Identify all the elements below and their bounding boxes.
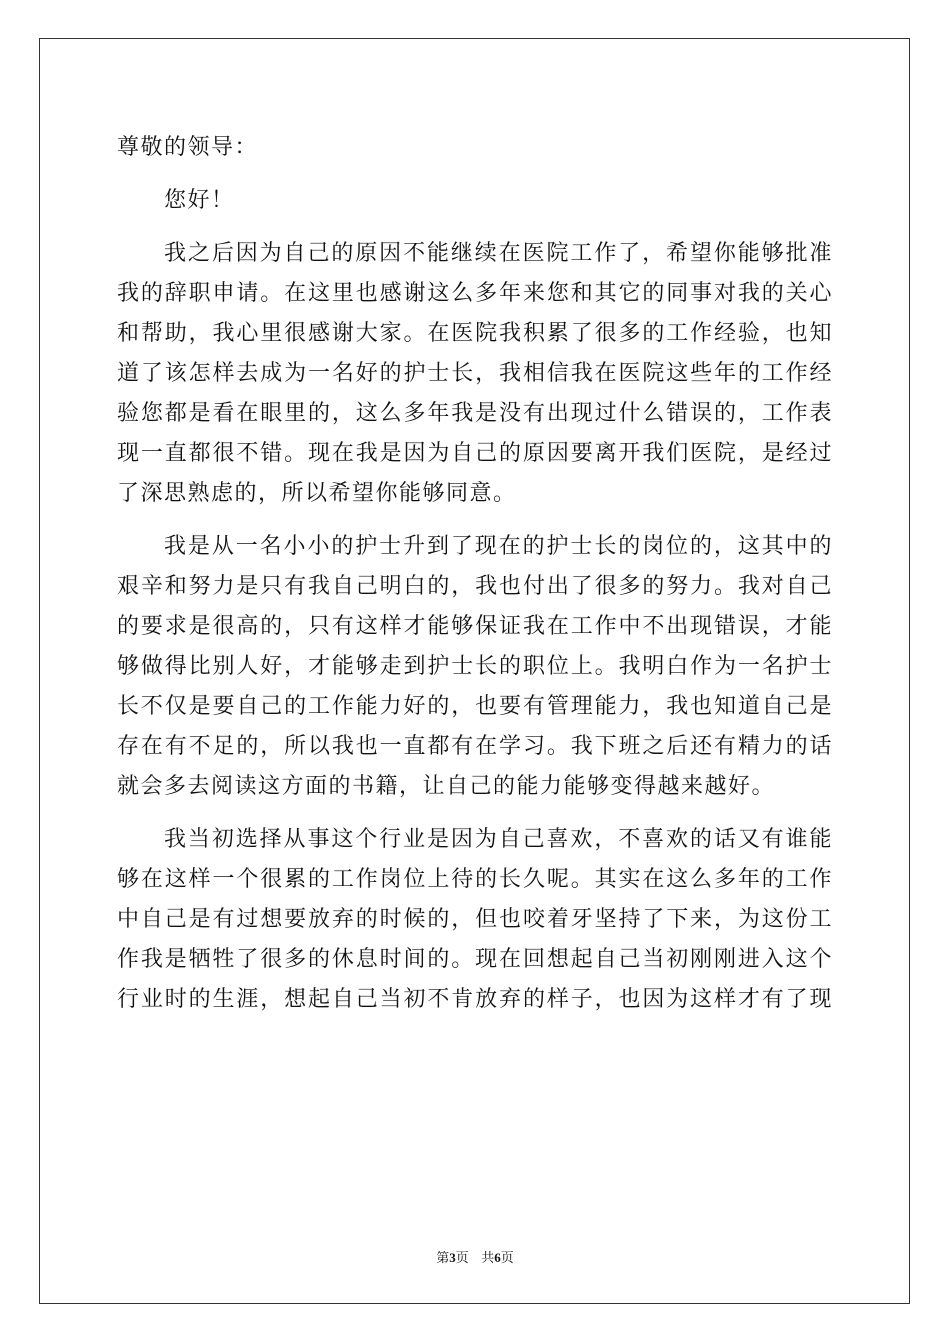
paragraph-line: 够在这样一个很累的工作岗位上待的长久呢。其实在这么多年的工作 xyxy=(117,867,833,892)
paragraph-line: 艰辛和努力是只有我自己明白的，我也付出了很多的努力。我对自己 xyxy=(117,574,833,599)
paragraph-line: 了深思熟虑的，所以希望你能够同意。 xyxy=(117,481,517,506)
paragraph-line: 我的辞职申请。在这里也感谢这么多年来您和其它的同事对我的关心 xyxy=(117,281,833,306)
paragraph-line: 我是从一名小小的护士升到了现在的护士长的岗位的，这其中的 xyxy=(164,534,833,559)
paragraph-line: 长不仅是要自己的工作能力好的，也要有管理能力，我也知道自己是 xyxy=(117,694,833,719)
total-pages: 6 xyxy=(494,1250,501,1265)
paragraph-line: 我当初选择从事这个行业是因为自己喜欢，不喜欢的话又有谁能 xyxy=(164,827,833,852)
paragraph-line: 行业时的生涯，想起自己当初不肯放弃的样子，也因为这样才有了现 xyxy=(117,987,833,1012)
paragraph-2 xyxy=(117,527,833,807)
page-number: 3 xyxy=(449,1250,456,1265)
letter-body xyxy=(117,128,833,1020)
greeting: 您好！ xyxy=(164,188,235,213)
paragraph-line: 现一直都很不错。现在我是因为自己的原因要离开我们医院，是经过 xyxy=(117,441,833,466)
paragraph-line: 道了该怎样去成为一名好的护士长，我相信我在医院这些年的工作经 xyxy=(117,361,833,386)
salutation: 尊敬的领导： xyxy=(117,135,259,160)
paragraph-line: 和帮助，我心里很感谢大家。在医院我积累了很多的工作经验，也知 xyxy=(117,321,833,346)
paragraph-line: 中自己是有过想要放弃的时候的，但也咬着牙坚持了下来，为这份工 xyxy=(117,907,833,932)
paragraph-line: 够做得比别人好，才能够走到护士长的职位上。我明白作为一名护士 xyxy=(117,654,833,679)
paragraph-3 xyxy=(117,820,833,1020)
total-suffix: 页 xyxy=(500,1251,514,1266)
page-suffix: 页 xyxy=(455,1251,469,1266)
paragraph-line: 我之后因为自己的原因不能继续在医院工作了，希望你能够批准 xyxy=(164,241,833,266)
page-footer xyxy=(0,1247,950,1266)
paragraph-line: 存在有不足的，所以我也一直都有在学习。我下班之后还有精力的话 xyxy=(117,734,833,759)
paragraph-line: 作我是牺牲了很多的休息时间的。现在回想起自己当初刚刚进入这个 xyxy=(117,947,833,972)
paragraph-1 xyxy=(117,234,833,514)
paragraph-line: 就会多去阅读这方面的书籍，让自己的能力能够变得越来越好。 xyxy=(117,774,776,799)
page-prefix: 第 xyxy=(436,1251,450,1266)
paragraph-line: 的要求是很高的，只有这样才能够保证我在工作中不出现错误，才能 xyxy=(117,614,833,639)
paragraph-line: 验您都是看在眼里的，这么多年我是没有出现过什么错误的，工作表 xyxy=(117,401,833,426)
total-prefix: 共 xyxy=(481,1251,495,1266)
